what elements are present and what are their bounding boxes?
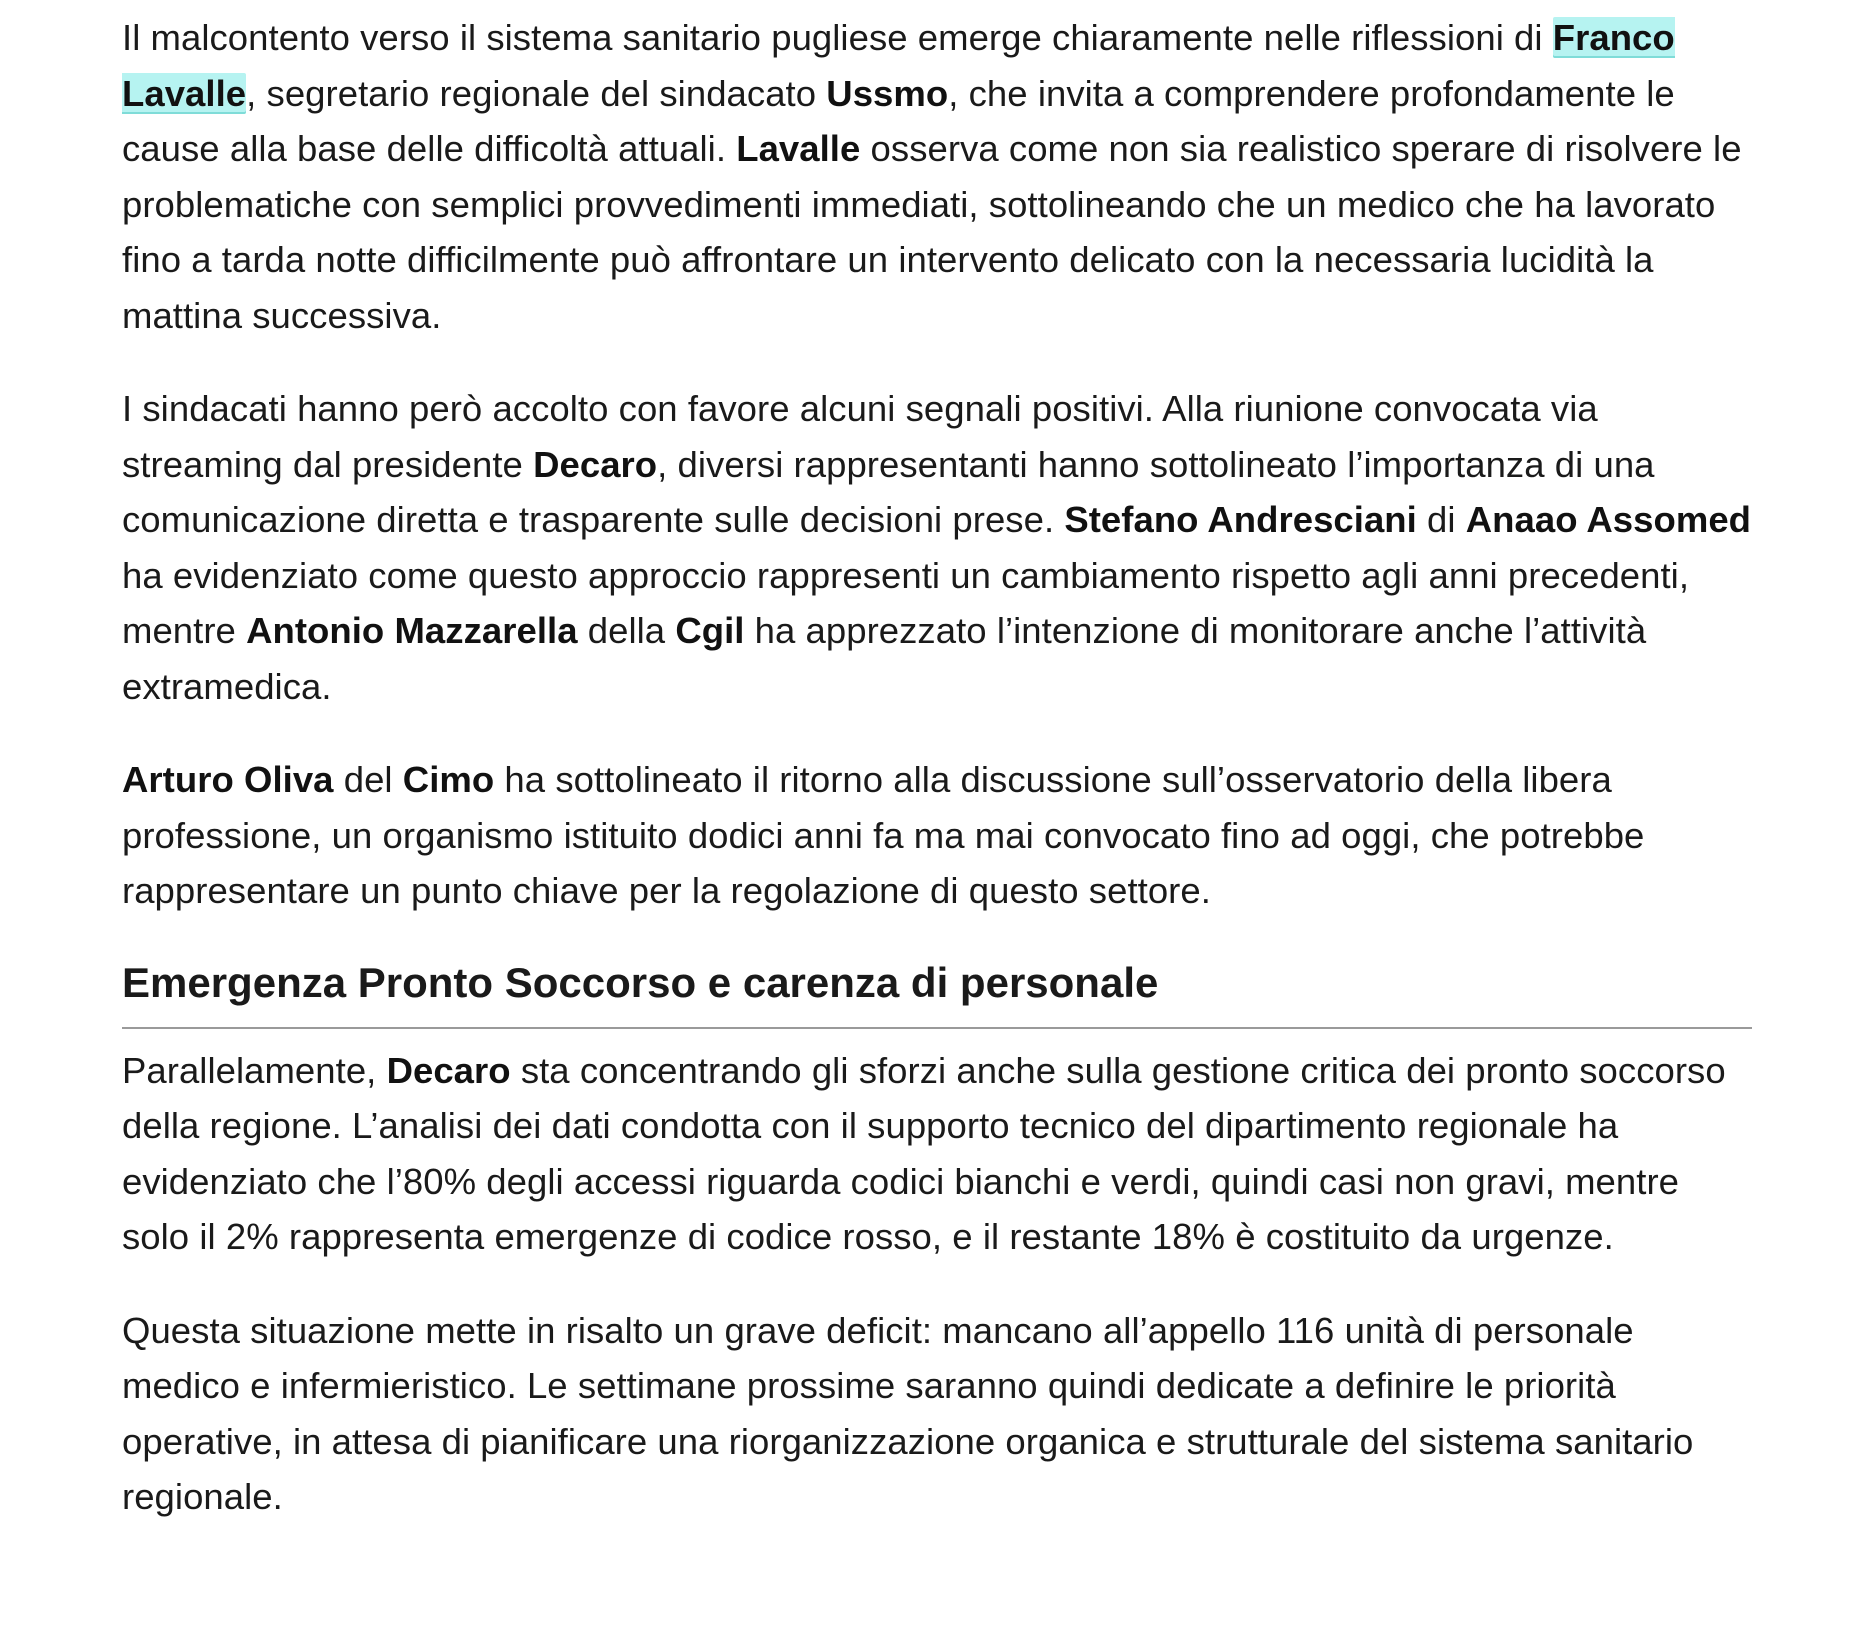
text-run: della [577,610,676,651]
bold-name-decaro: Decaro [533,443,658,485]
paragraph-deficit [122,1303,1752,1525]
bold-name-lavalle: Lavalle [736,128,861,169]
text-run: ha evidenziato come questo approccio rappresenti un cambiamento rispetto agli anni precedenti, mentre [122,554,1690,651]
bold-name-oliva: Arturo Oliva [122,759,334,800]
text-run: sta concentrando gli sforzi anche sulla gestione critica dei pronto soccorso della regione. L’analisi dei dati condotta con il supporto tecnico del dipartimento regionale ha evidenziato che l’80% degli accessi riguarda codici bianchi e verdi, quindi casi non gravi, mentre solo il 2% rappresenta emergenze di codice rosso, e il restante 18% è costituito da urgenze. [122,1049,1726,1257]
text-run: , segretario regionale del sindacato [246,72,827,114]
paragraph-oliva [122,752,1752,919]
text-run: ha sottolineato il ritorno alla discussione sull’osservatorio della libera professione, un organismo istituito dodici anni fa ma mai convocato fino ad oggi, che potrebbe rappresentare un punto chiave per la regolazione di questo settore. [122,759,1645,911]
bold-name-decaro: Decaro [386,1049,511,1091]
bold-org-ussmo: Ussmo [826,72,949,114]
text-run: , diversi rappresentanti hanno sottolineato l’importanza di una comunicazione diretta e trasparente sulle decisioni prese. [122,443,1655,540]
text-run: ha apprezzato l’intenzione di monitorare anche l’attività extramedica. [122,610,1647,707]
text-run: I sindacati hanno però accolto con favore alcuni segnali positivi. Alla riunione convocata via streaming dal presidente [122,388,1598,485]
bold-name-mazzarella: Antonio Mazzarella [246,610,578,651]
text-run: Il malcontento verso il sistema sanitario pugliese emerge chiaramente nelle riflessioni di [122,17,1553,58]
bold-org-cgil: Cgil [675,610,745,651]
paragraph-lavalle [122,10,1752,343]
highlighted-name-franco-lavalle[interactable]: Franco Lavalle [122,17,1675,114]
bold-name-andresciani: Stefano Andresciani [1064,499,1417,540]
paragraph-sindacati [122,381,1752,714]
text-run: del [333,759,403,800]
text-run: Parallelamente, [122,1049,387,1091]
bold-org-cimo: Cimo [402,759,495,800]
text-run: , che invita a comprendere profondamente le cause alla base delle difficoltà attuali. [122,72,1675,169]
section-heading: Emergenza Pronto Soccorso e carenza di personale [122,957,1752,1029]
text-run: Questa situazione mette in risalto un grave deficit: mancano all’appello 116 unità di personale medico e infermieristico. Le settimane prossime saranno quindi dedicate a definire le priorità operative, in attesa di pianificare una riorganizzazione organica e strutturale del sistema sanitario regionale. [122,1309,1694,1517]
article-body [122,10,1752,1563]
paragraph-pronto-soccorso [122,1043,1752,1265]
text-run: di [1416,499,1466,540]
bold-org-anaao: Anaao Assomed [1465,499,1752,540]
text-run: osserva come non sia realistico sperare di risolvere le problematiche con semplici provvedimenti immediati, sottolineando che un medico che ha lavorato fino a tarda notte difficilmente può affrontare un intervento delicato con la necessaria lucidità la mattina successiva. [122,128,1742,336]
